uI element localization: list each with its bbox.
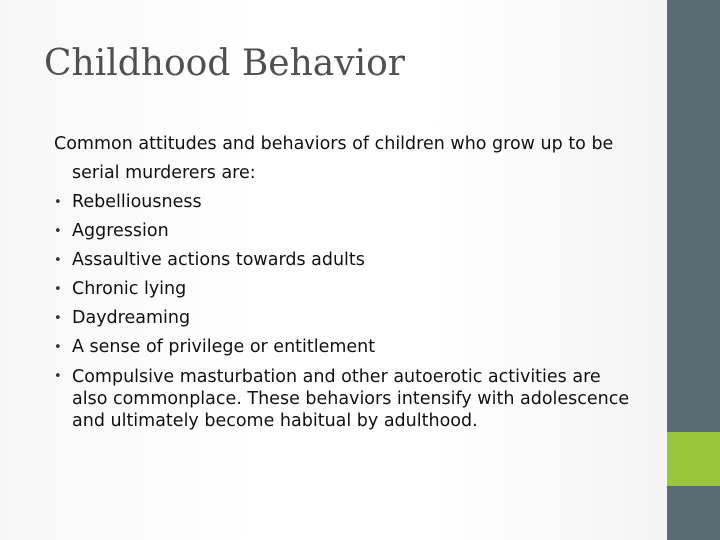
bullet-item bbox=[54, 362, 639, 432]
bullet-icon: • bbox=[54, 311, 62, 326]
bullet-item bbox=[54, 275, 639, 304]
intro-text: Common attitudes and behaviors of children who grow up to be serial murderers are: bbox=[54, 134, 614, 183]
bullet-text: Daydreaming bbox=[72, 308, 191, 328]
bullet-text: Rebelliousness bbox=[72, 192, 202, 212]
bullet-icon: • bbox=[54, 340, 62, 355]
bullet-item bbox=[54, 333, 639, 362]
bullet-item bbox=[54, 217, 639, 246]
bullet-text: Chronic lying bbox=[72, 279, 187, 299]
bullet-item bbox=[54, 188, 639, 217]
side-accent-block bbox=[667, 432, 720, 486]
slide-body bbox=[54, 130, 639, 432]
bullet-item bbox=[54, 304, 639, 333]
bullet-icon: • bbox=[54, 282, 62, 297]
bullet-icon: • bbox=[54, 369, 62, 384]
slide-title: Childhood Behavior bbox=[44, 43, 405, 84]
bullet-icon: • bbox=[54, 253, 62, 268]
bullet-list bbox=[54, 188, 639, 432]
bullet-text: Assaultive actions towards adults bbox=[72, 250, 365, 270]
bullet-text: Compulsive masturbation and other autoerotic activities are also commonplace. These behaviors intensify with adolescence and ultimately become habitual by adulthood. bbox=[72, 367, 630, 431]
bullet-text: Aggression bbox=[72, 221, 169, 241]
bullet-icon: • bbox=[54, 224, 62, 239]
bullet-text: A sense of privilege or entitlement bbox=[72, 337, 376, 357]
bullet-icon: • bbox=[54, 195, 62, 210]
bullet-item bbox=[54, 246, 639, 275]
